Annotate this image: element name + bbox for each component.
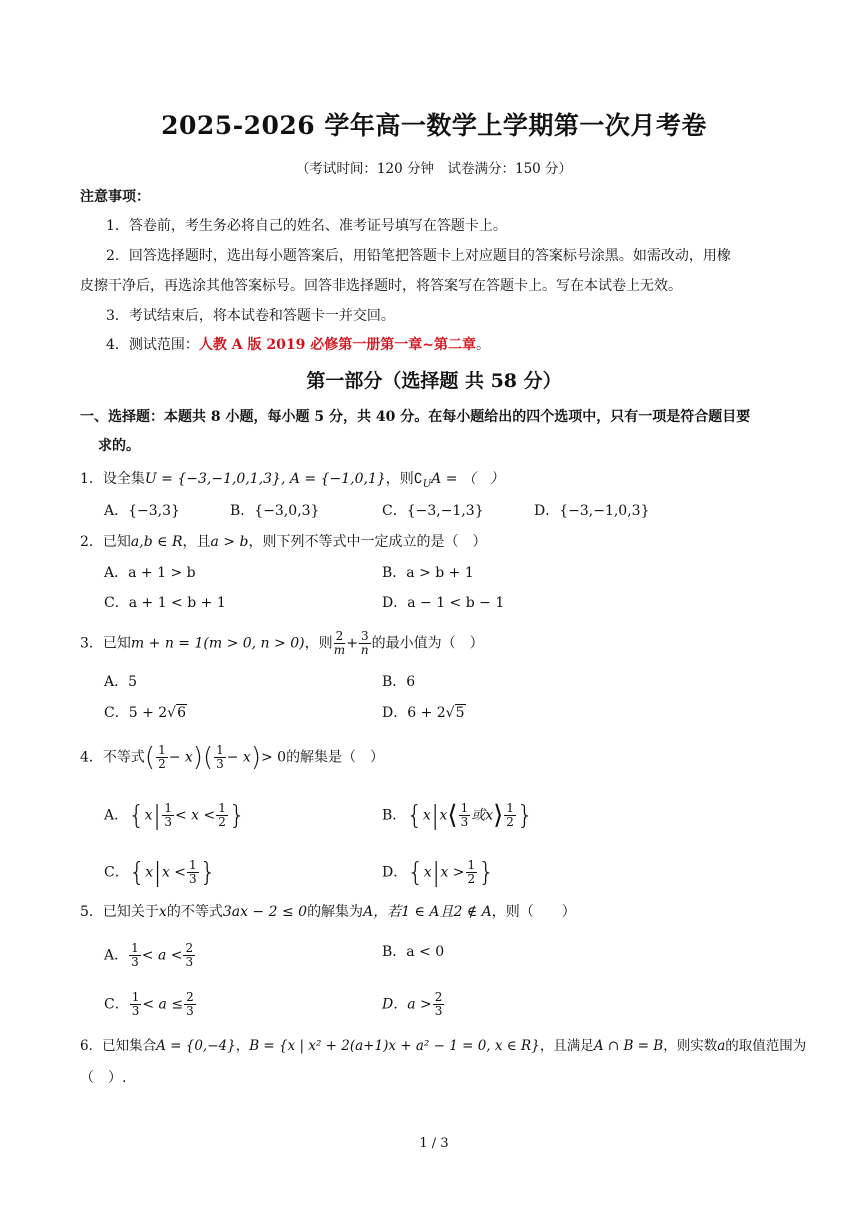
q3-mid: ，则 [304, 635, 333, 652]
q2-option-d[interactable]: D．a − 1 < b − 1 [382, 595, 505, 611]
q1-option-b[interactable]: B．{−3,0,3} [230, 503, 320, 519]
question-5: 5．已知关于x的不等式3ax − 2 ≤ 0的解集为A，若1 ∈ A且2 ∉ A，则（ ） [80, 904, 576, 920]
q1-option-c[interactable]: C．{−3,−1,3} [382, 503, 484, 519]
complement-symbol: ∁ [413, 471, 423, 487]
q4-option-d[interactable]: D．{x|x > $\frac{1}{2}$ } [382, 857, 495, 888]
q4-prefix: 4．不等式 [80, 749, 145, 766]
sqrt-icon: √ [445, 705, 455, 721]
q3-option-d[interactable]: D．6 + 2√5 [382, 705, 465, 721]
notice-item-2b: 皮擦干净后，再选涂其他答案标号。回答非选择题时，将答案写在答题卡上。写在本试卷上无效。 [80, 278, 682, 294]
q3-suffix: 的最小值为（ ） [371, 635, 484, 652]
exam-info: （考试时间：120 分钟 试卷满分：150 分） [295, 161, 573, 177]
q2-prefix: 2．已知 [80, 534, 131, 550]
part-heading: 第一部分（选择题 共 58 分） [306, 370, 562, 392]
question-3 [80, 630, 800, 657]
q3-option-a[interactable]: A．5 [104, 674, 138, 690]
q4-option-b[interactable]: B．{x|x⟨ $\frac{1}{3}$ 或x⟩ $\frac{1}{2}$ } [382, 800, 534, 831]
q3-prefix: 3．已知 [80, 635, 131, 652]
q5-option-b[interactable]: B．a < 0 [382, 944, 445, 960]
page-number: 1 / 3 [419, 1136, 449, 1151]
page-title: 2025-2026 学年高一数学上学期第一次月考卷 [161, 111, 707, 140]
question-2 [80, 532, 800, 552]
q4-suffix: 的解集是（ ） [286, 749, 385, 766]
q4-option-c[interactable]: C．{x|x < $\frac{1}{3}$ } [104, 857, 217, 888]
question-6-line-2: （ ）. [80, 1070, 127, 1086]
notice-item-4-prefix: 4．测试范围： [106, 337, 199, 353]
q1-option-d[interactable]: D．{−3,−1,0,3} [534, 503, 650, 519]
section-instructions-1: 一、选择题：本题共 8 小题，每小题 5 分，共 40 分。在每小题给出的四个选项中，只有一项是符合题目要 [80, 409, 751, 425]
notice-item-2a: 2．回答选择题时，选出每小题答案后，用铅笔把答题卡上对应题目的答案标号涂黑。如需改动，用橡 [106, 248, 731, 264]
q3-option-c[interactable]: C．5 + 2√6 [104, 705, 187, 721]
notice-item-4 [106, 335, 826, 355]
q3-frac-1: $\frac{2}{m}$ [333, 629, 346, 657]
q5-option-c[interactable]: C． $\frac{1}{3}$ < a ≤ $\frac{2}{3}$ [104, 990, 194, 1018]
notice-heading: 注意事项： [80, 189, 150, 205]
q2-vars: a,b ∈ R [130, 534, 183, 550]
sqrt-icon: √ [167, 705, 177, 721]
question-1 [80, 469, 800, 495]
q2-option-b[interactable]: B．a > b + 1 [382, 565, 474, 581]
q3-frac-2: $\frac{3}{n}$ [360, 629, 369, 657]
test-range: 人教 A 版 2019 必修第一册第一章~第二章 [198, 337, 476, 353]
q3-option-b[interactable]: B．6 [382, 674, 416, 690]
q1-option-a[interactable]: A．{−3,3} [104, 503, 180, 519]
q4-option-a[interactable]: A．{x| $\frac{1}{3}$ < x < $\frac{1}{2}$ } [104, 800, 246, 831]
question-4: 4．不等式( $\frac{1}{2}$ − x)( $\frac{1}{3}$ − x)> 0的解集是（ ） [80, 742, 385, 773]
q3-plus: + [346, 635, 358, 652]
notice-item-4-suffix: 。 [475, 337, 490, 353]
question-6: 6．已知集合A = {0,−4}，B = {x | x² + 2(a+1)x + a² − 1 = 0, x ∈ R}，且满足A ∩ B = B，则实数a的取值范围为 [80, 1038, 807, 1054]
complement-subscript: U [422, 478, 432, 490]
q2-mid: ，且 [182, 534, 211, 550]
q2-suffix: ，则下列不等式中一定成立的是（ ） [248, 534, 487, 550]
q5-option-a[interactable]: A． $\frac{1}{3}$ < a < $\frac{2}{3}$ [104, 941, 194, 969]
q5-option-d[interactable]: D．a > $\frac{2}{3}$ [382, 990, 443, 1018]
q2-option-a[interactable]: A．a + 1 > b [104, 565, 196, 581]
q1-prefix: 1．设全集 [80, 471, 145, 487]
q1-sets: U = {−3,−1,0,1,3}, A = {−1,0,1} [144, 471, 386, 487]
q2-option-c[interactable]: C．a + 1 < b + 1 [104, 595, 226, 611]
section-instructions-2: 求的。 [98, 438, 140, 454]
notice-item-3: 3．考试结束后，将本试卷和答题卡一并交回。 [106, 308, 395, 324]
q1-mid: ，则 [385, 471, 414, 487]
notice-item-1: 1．答卷前，考生务必将自己的姓名、准考证号填写在答题卡上。 [106, 218, 507, 234]
q2-cond: a > b [210, 534, 249, 550]
q3-cond: m + n = 1(m > 0, n > 0) [130, 635, 305, 652]
q1-tail: A = （ ） [431, 471, 504, 487]
